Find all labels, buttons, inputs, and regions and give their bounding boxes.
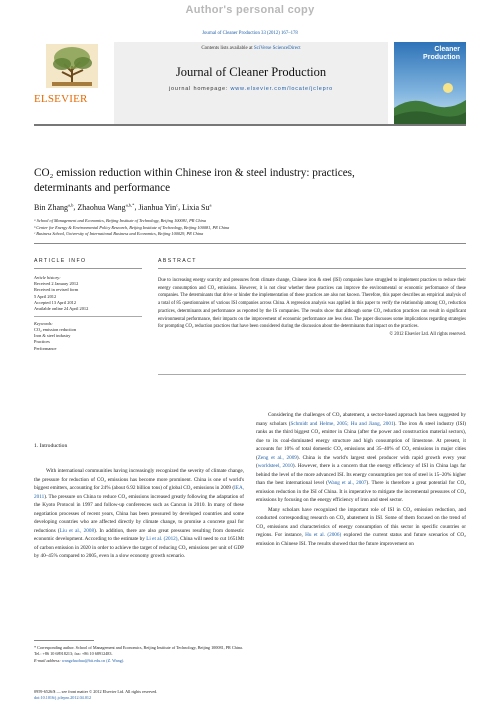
abstract-heading: ABSTRACT: [158, 258, 197, 264]
cover-title: [423, 46, 460, 62]
introduction-heading: 1. Introduction: [34, 443, 68, 449]
affiliation: ᵇ Center for Energy & Environmental Policy Research, Beijing Institute of Technology, Beijing 100081, PR China: [34, 224, 230, 230]
contents-line: [114, 46, 388, 51]
author[interactable]: Zhaohua Wang$^{a,b,*}$: [77, 202, 135, 212]
article-title-line-2: determinants and performance: [34, 182, 171, 194]
article-info-rule: [34, 268, 142, 269]
cover-landscape-icon: [394, 78, 466, 124]
keyword[interactable]: CO₂ emission reduction: [34, 327, 77, 333]
author[interactable]: Bin Zhang$^{a,b}$: [34, 202, 74, 212]
journal-masthead: [34, 38, 466, 134]
journal-citation[interactable]: Journal of Cleaner Production 33 (2012) 167–178: [202, 31, 298, 36]
body-column-right: [256, 411, 466, 548]
footnote-text: * Corresponding author. School of Management and Economics, Beijing Institute of Technology, Beijing 100081, PR China. Tel.: +86 10 68918213; fax: +86 10 68912483.: [34, 645, 243, 657]
cover-title-line-1: Cleaner: [434, 46, 460, 53]
author-list: Bin Zhang$^{a,b}$, Zhaohua Wang$^{a,b,*}$, Jianhua Yin$^c$, Lixia Su$^a$: [34, 202, 212, 212]
section-divider: [34, 243, 466, 244]
reference-link[interactable]: Hu et al. (2006): [305, 532, 342, 538]
keyword[interactable]: Iron & steel industry: [34, 333, 71, 339]
body-column-left: [34, 467, 244, 561]
footnote-rule: [34, 640, 94, 641]
abstract: [158, 277, 466, 339]
homepage-prefix: journal homepage:: [169, 86, 231, 92]
paragraph: Considering the challenges of CO₂ abatement, a sector-based approach has been suggested by many scholars (Schmidt and Helme, 2005; Hu and Jiang, 2001). The iron & steel industry (ISI) ranks as the third biggest CO₂ emitter in China (after the power and construction material sectors), due to its coal-dominated energy structure and high consumption of limestone. At present, it accounts for 10% of total domestic CO₂ emissions and 35–40% of CO₂ emissions in major cities (Zeng et al., 2009). China is the world's largest steel producer with rapid growth every year (worldsteel, 2010). However, there is a concern that the energy efficiency of ISI in China lags far behind the level of the more advanced ISI. Its energy consumption per ton of steel is 15–20% higher than the best international level (Wang et al., 2007). There is therefore a great potential for CO₂ emission reduction in the ISI of China. It is imperative to mitigate the incremental pressures of CO₂ emissions by focusing on the energy efficiency of iron and steel sector.: [256, 412, 467, 503]
article-info: [34, 275, 142, 352]
email-link[interactable]: wangzhaohua@bit.edu.cn (Z. Wang).: [60, 657, 125, 663]
abstract-bottom-rule: [158, 374, 466, 375]
keyword[interactable]: Performance: [34, 345, 57, 351]
elsevier-wordmark: ELSEVIER: [34, 93, 88, 105]
history-item: Accepted 13 April 2012: [34, 299, 77, 305]
paragraph: Many scholars have recognized the important role of ISI in CO₂ emission reduction, and conducted corresponding research on CO₂ abatement in ISI. Some of them focused on the trend of CO₂ emissions and characteristics of energy consumption of this sector in specific countries or regions. For instance, Hu et al. (2006) explored the current status and future scenarios of CO₂ emission in Chinese ISI. The results showed that the future improvement on: [256, 506, 466, 547]
history-label: Article history:: [34, 275, 61, 280]
reference-link[interactable]: Li et al. (2012): [146, 536, 178, 542]
elsevier-tree-icon: [46, 44, 98, 88]
affiliation: ᶜ Business School, University of International Business and Economics, Beijing 100029, PR China: [34, 231, 204, 237]
history-item: Received 2 January 2012: [34, 281, 79, 287]
article-title: [34, 166, 466, 196]
keywords-label: Keywords:: [34, 320, 53, 326]
reference-link[interactable]: Wang et al., 2007: [327, 480, 367, 486]
affiliation: ᵃ School of Management and Economics, Beijing Institute of Technology, Beijing 100081, PR China: [34, 218, 206, 223]
header-divider: [34, 124, 466, 126]
paragraph: With international communities having increasingly recognized the severity of climate change, the pressure for reduction of CO₂ emissions has become more prominent. China is one of world's biggest emitters, accounting for 24% (about 6.92 billion tons) of global CO₂ emissions in 2009 (IEA, 2011). The pressure on China to reduce CO₂ emissions increased greatly following the adaptation of the Kyoto Protocol in 1997 and follow-up conferences such as Cancun in 2010. In many of these negotiation processes of recent years, China has been pressured by developed countries and some developing countries who are affected directly by climate change, to promise a concrete goal for reductions (Liu et al., 2008). In addition, there are also great pressures resulting from domestic economic development. According to the estimate by Li et al. (2012), China will need to cut 1651Mt of carbon emission in 2020 in order to achieve the target of reducing CO₂ emissions per unit of GDP by 40–45% compared to 2005, even in a slow economy growth scenario.: [34, 468, 244, 559]
history-item: Received in revised form: [34, 287, 79, 293]
copyright: © 2012 Elsevier Ltd. All rights reserved.: [389, 331, 466, 337]
author[interactable]: Jianhua Yin$^c$: [138, 202, 179, 212]
sciencedirect-link[interactable]: SciVerse ScienceDirect: [253, 46, 301, 51]
doi-link[interactable]: doi:10.1016/j.jclepro.2012.04.012: [34, 695, 92, 701]
author[interactable]: Lixia Su$^a$: [182, 202, 212, 212]
reference-link[interactable]: worldsteel, 2010: [257, 463, 293, 469]
issn-line: 0959-6526/$ — see front matter © 2012 Elsevier Ltd. All rights reserved.: [34, 689, 158, 694]
footnote-email: E-mail address: wangzhaohua@bit.edu.cn (Z. Wang).: [34, 657, 125, 663]
reference-link[interactable]: Liu et al., 2008: [59, 527, 95, 534]
abstract-text: Due to increasing energy scarcity and pressures from climate change, Chinese iron & steel (ISI) companies have struggled to implement practices to reduce their energy consumption and CO₂ emissions. However, it is not clear whether these practices can improve the environmental or economic performance of these companies. The determinants that drive or hinder the implementation of these practices are also not known. Therefore, this paper describes an empirical analysis of a total of 85 questionnaires of various ISI companies across China. A regression analysis was applied in this paper to verify the relationship among CO₂ reduction practices, determinants and performance as reported by the IS companies. The results show that although some CO₂ reduction practices can result in significant environmental performance, their impacts on the improvement of economic performance are less clear. The paper discusses some implications regarding strategies for prompting CO₂ reduction practices that have been considered during the discussion about the determinants that impact on the practices.: [158, 278, 466, 330]
abstract-rule: [158, 268, 466, 269]
keyword[interactable]: Practices: [34, 339, 50, 345]
article-info-heading: ARTICLE INFO: [34, 258, 87, 264]
publisher-logo: [34, 44, 110, 104]
journal-homepage: [114, 86, 388, 92]
watermark: Author's personal copy: [185, 4, 315, 16]
info-divider: [34, 316, 142, 317]
journal-name: Journal of Cleaner Production: [175, 65, 327, 79]
cover-title-line-2: Production: [423, 54, 460, 61]
contents-prefix: Contents lists available at: [201, 46, 254, 51]
reference-link[interactable]: Schmidt and Helme, 2005; Hu and Jiang, 2001: [290, 420, 394, 427]
history-item: Available online 24 April 2012: [34, 306, 89, 312]
affiliations: [34, 218, 466, 238]
reference-link[interactable]: Zeng et al., 2009: [257, 454, 297, 461]
article-identifiers: [34, 689, 244, 702]
corresponding-author-footnote: [34, 645, 244, 664]
history-item: 5 April 2012: [34, 293, 57, 299]
article-title-line-1: CO₂ emission reduction within Chinese iron & steel industry: practices,: [34, 167, 355, 179]
reference-link[interactable]: IEA, 2011: [34, 485, 244, 500]
journal-cover-image: [394, 42, 466, 124]
homepage-link[interactable]: www.elsevier.com/locate/jclepro: [230, 86, 333, 92]
journal-header-box: [114, 42, 388, 124]
